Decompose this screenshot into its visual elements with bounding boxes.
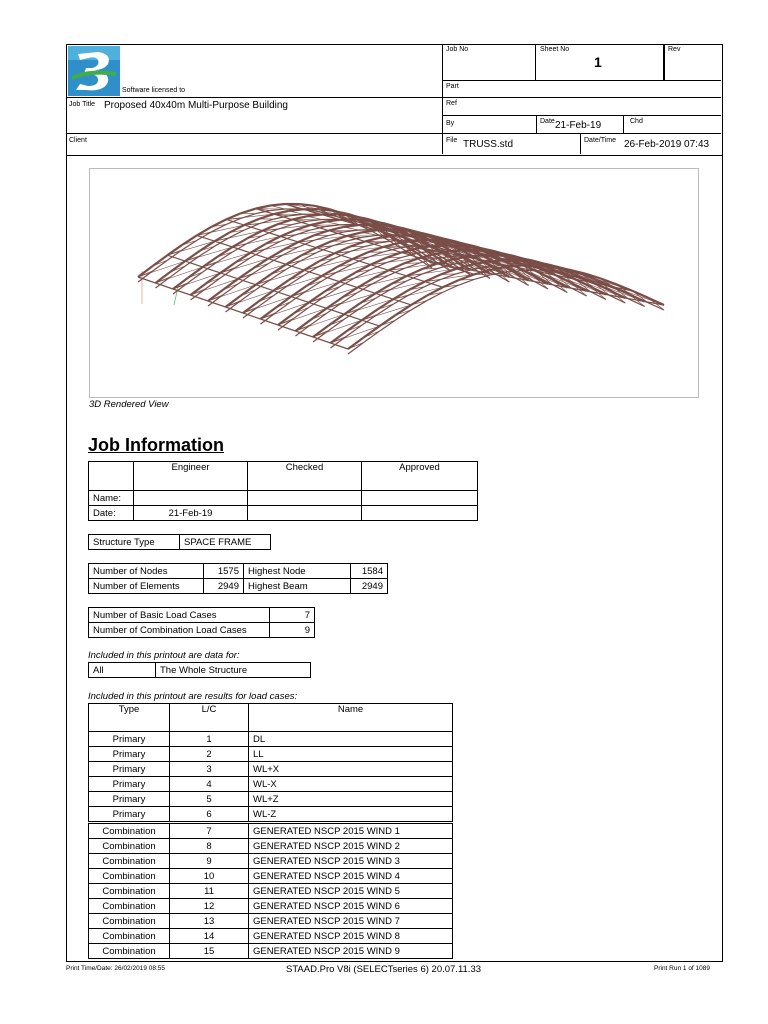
- datetime-value: 26-Feb-2019 07:43: [624, 139, 710, 150]
- lc-name: GENERATED NSCP 2015 WIND 2: [249, 839, 453, 854]
- combo-load-label: Number of Combination Load Cases: [89, 623, 270, 638]
- structure-type-label: Structure Type: [89, 535, 180, 550]
- lc-type: Combination: [89, 869, 170, 884]
- lc-number: 14: [170, 929, 249, 944]
- lc-type: Combination: [89, 854, 170, 869]
- lc-type: Primary: [89, 807, 170, 823]
- date-label: Date: [540, 118, 555, 125]
- lc-number: 4: [170, 777, 249, 792]
- combo-load-value: 9: [270, 623, 315, 638]
- lc-number: 7: [170, 823, 249, 839]
- load-case-row: [89, 854, 453, 869]
- structure-type-value: SPACE FRAME: [180, 535, 271, 550]
- lc-type: Primary: [89, 792, 170, 807]
- lc-type: Combination: [89, 884, 170, 899]
- lc-type: Primary: [89, 747, 170, 762]
- lc-name: GENERATED NSCP 2015 WIND 1: [249, 823, 453, 839]
- lc-number: 2: [170, 747, 249, 762]
- load-case-row: [89, 792, 453, 807]
- load-case-row: [89, 762, 453, 777]
- lc-name: WL-X: [249, 777, 453, 792]
- structure-type-table: [88, 534, 271, 550]
- file-value: TRUSS.std: [463, 139, 514, 150]
- lc-header-type: Type: [89, 704, 170, 732]
- lc-number: 11: [170, 884, 249, 899]
- lc-name: GENERATED NSCP 2015 WIND 5: [249, 884, 453, 899]
- nodes-label: Number of Nodes: [89, 564, 204, 579]
- load-case-row: [89, 747, 453, 762]
- part-label: Part: [446, 83, 459, 90]
- lc-name: WL+Z: [249, 792, 453, 807]
- lc-type: Combination: [89, 839, 170, 854]
- lc-name: GENERATED NSCP 2015 WIND 8: [249, 929, 453, 944]
- load-cases-note: Included in this printout are results for load cases:: [88, 691, 298, 702]
- load-cases-table: [88, 703, 453, 959]
- date-value: 21-Feb-19: [555, 120, 602, 131]
- load-case-row: [89, 823, 453, 839]
- lc-number: 10: [170, 869, 249, 884]
- col-engineer: Engineer: [134, 462, 248, 491]
- lc-number: 15: [170, 944, 249, 959]
- highest-beam-value: 2949: [351, 579, 388, 594]
- lc-name: WL+X: [249, 762, 453, 777]
- date-row-label: Date:: [89, 506, 134, 521]
- lc-type: Combination: [89, 929, 170, 944]
- rendered-view: [89, 168, 699, 398]
- lc-name: GENERATED NSCP 2015 WIND 7: [249, 914, 453, 929]
- lc-number: 9: [170, 854, 249, 869]
- figure-caption: 3D Rendered View: [89, 399, 169, 410]
- lc-type: Combination: [89, 899, 170, 914]
- basic-load-value: 7: [270, 608, 315, 623]
- job-no-label: Job No: [446, 46, 469, 53]
- lc-name: GENERATED NSCP 2015 WIND 9: [249, 944, 453, 959]
- by-label: By: [446, 120, 455, 127]
- lc-number: 13: [170, 914, 249, 929]
- included-data-note: Included in this printout are data for:: [88, 650, 240, 661]
- elements-label: Number of Elements: [89, 579, 204, 594]
- elements-value: 2949: [204, 579, 244, 594]
- col-approved: Approved: [362, 462, 478, 491]
- col-checked: Checked: [248, 462, 362, 491]
- footer-software: STAAD.Pro V8i (SELECTseries 6) 20.07.11.33: [286, 964, 482, 975]
- load-case-row: [89, 732, 453, 747]
- included-data-table: [88, 662, 311, 678]
- client-label: Client: [69, 137, 87, 144]
- truss-rendering: [90, 169, 698, 397]
- lc-name: GENERATED NSCP 2015 WIND 3: [249, 854, 453, 869]
- included-scope: All: [89, 663, 156, 678]
- lc-header-lc: L/C: [170, 704, 249, 732]
- footer-print-time: Print Time/Date: 26/02/2019 08:55: [66, 965, 166, 972]
- engineer-date: 21-Feb-19: [134, 506, 248, 521]
- lc-number: 6: [170, 807, 249, 823]
- lc-type: Combination: [89, 823, 170, 839]
- ref-label: Ref: [446, 100, 457, 107]
- datetime-label: Date/Time: [584, 137, 617, 144]
- lc-name: LL: [249, 747, 453, 762]
- file-label: File: [446, 137, 458, 144]
- load-count-table: [88, 607, 315, 638]
- load-case-row: [89, 839, 453, 854]
- footer-print-run: Print Run 1 of 1089: [654, 965, 711, 972]
- lc-type: Combination: [89, 944, 170, 959]
- lc-name: GENERATED NSCP 2015 WIND 6: [249, 899, 453, 914]
- nodes-value: 1575: [204, 564, 244, 579]
- load-case-row: [89, 869, 453, 884]
- lc-header-name: Name: [249, 704, 453, 732]
- load-case-row: [89, 944, 453, 959]
- sheet-no-value: 1: [594, 54, 602, 70]
- bentley-logo: [68, 46, 120, 96]
- rev-label: Rev: [668, 46, 681, 53]
- highest-node-label: Highest Node: [244, 564, 351, 579]
- load-case-row: [89, 914, 453, 929]
- lc-type: Primary: [89, 762, 170, 777]
- job-title-label: Job Title: [69, 101, 96, 108]
- name-row-label: Name:: [89, 491, 134, 506]
- lc-type: Combination: [89, 914, 170, 929]
- highest-node-value: 1584: [351, 564, 388, 579]
- lc-number: 8: [170, 839, 249, 854]
- licensed-label: Software licensed to: [122, 87, 186, 94]
- highest-beam-label: Highest Beam: [244, 579, 351, 594]
- load-case-row: [89, 929, 453, 944]
- job-info-heading: Job Information: [88, 435, 224, 455]
- lc-number: 3: [170, 762, 249, 777]
- lc-number: 1: [170, 732, 249, 747]
- basic-load-label: Number of Basic Load Cases: [89, 608, 270, 623]
- counts-table: [88, 563, 388, 594]
- job-info-table: [88, 461, 478, 521]
- lc-type: Primary: [89, 732, 170, 747]
- load-case-row: [89, 899, 453, 914]
- included-desc: The Whole Structure: [156, 663, 311, 678]
- load-case-row: [89, 807, 453, 823]
- lc-type: Primary: [89, 777, 170, 792]
- sheet-no-label: Sheet No: [540, 46, 570, 53]
- lc-number: 5: [170, 792, 249, 807]
- chd-label: Chd: [630, 118, 643, 125]
- lc-number: 12: [170, 899, 249, 914]
- load-case-row: [89, 777, 453, 792]
- lc-name: DL: [249, 732, 453, 747]
- lc-name: GENERATED NSCP 2015 WIND 4: [249, 869, 453, 884]
- lc-name: WL-Z: [249, 807, 453, 823]
- job-title-value: Proposed 40x40m Multi-Purpose Building: [104, 100, 288, 111]
- load-case-row: [89, 884, 453, 899]
